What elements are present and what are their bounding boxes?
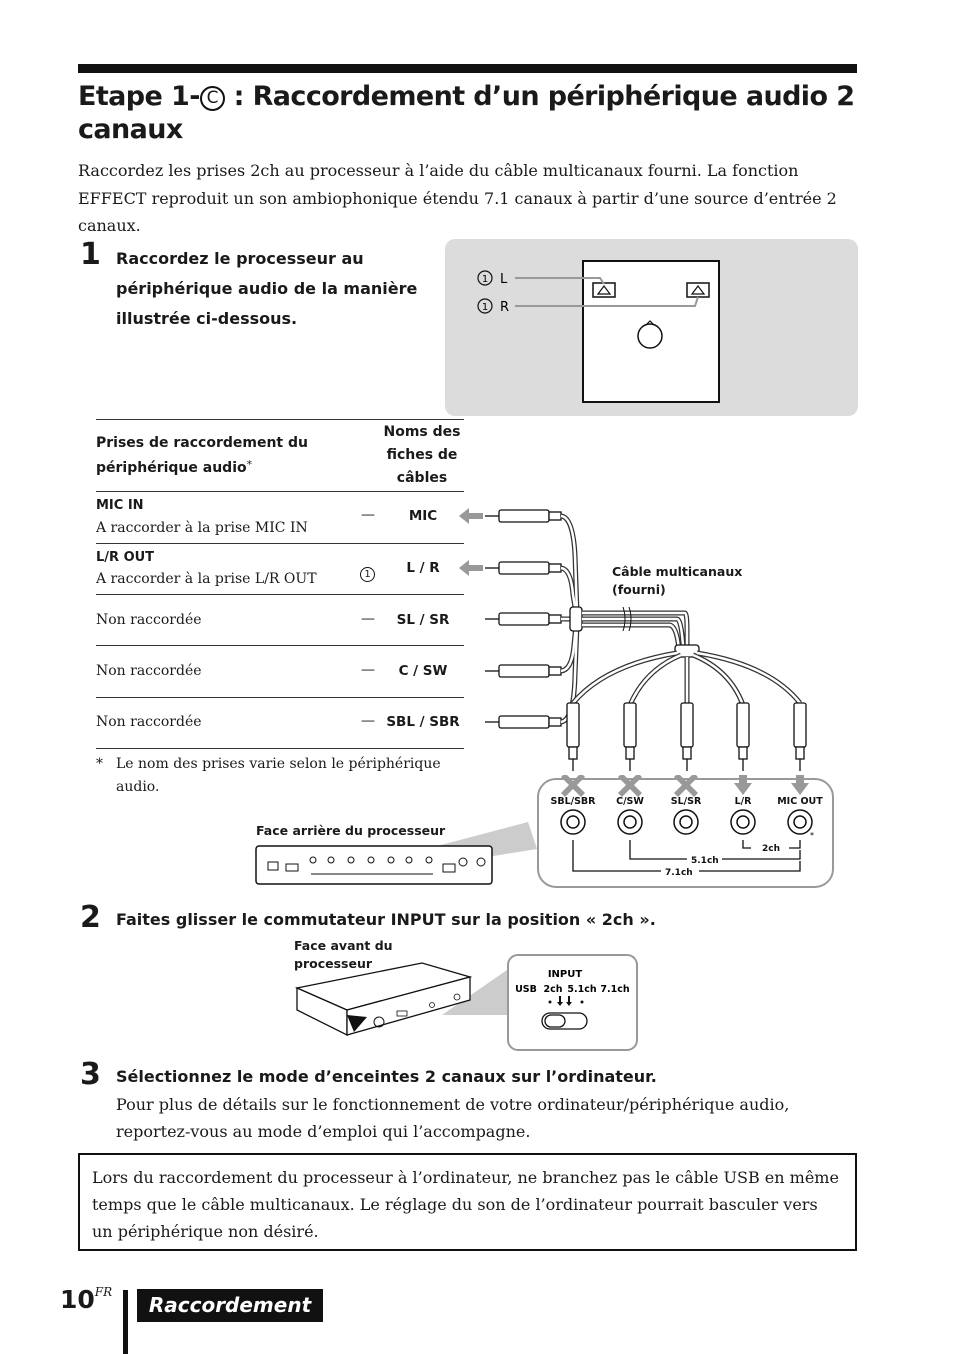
cable-diagram — [455, 495, 845, 795]
table-footnote: * Le nom des prises varie selon le périphérique audio. — [96, 756, 441, 795]
row-marker: 1 — [360, 562, 375, 582]
circled-letter: C — [200, 86, 225, 111]
row-desc: Non raccordée — [96, 612, 202, 628]
row-plug: MIC — [408, 508, 438, 524]
step-1-number: 1 — [80, 237, 101, 272]
step-2-number: 2 — [80, 900, 101, 935]
page-title: Etape 1- C : Raccordement d’un périphérique audio 2 canaux — [78, 81, 855, 145]
note-box: Lors du raccordement du processeur à l’ordinateur, ne branchez pas le câble USB en même temps que le câble multicanaux. Le réglage du son de l’ordinateur pourrait basculer vers un périphérique non désiré. — [78, 1153, 857, 1251]
processor-rear-illustration — [253, 822, 543, 887]
step-3-body: Pour plus de détails sur le fonctionnement de votre ordinateur/périphérique audio, reportez-vous au mode d’emploi qui l’accompagne. — [116, 1095, 790, 1141]
row-marker: — — [361, 611, 375, 627]
row-desc: A raccorder à la prise L/R OUT — [96, 571, 317, 587]
jack-label: SL/SR — [670, 796, 702, 807]
row-marker: — — [361, 662, 375, 678]
row-plug: SL / SR — [396, 612, 450, 628]
row-name: L/R OUT — [96, 550, 155, 565]
front-label: Face avant du processeur — [294, 938, 393, 971]
jack-label: MIC OUT — [777, 796, 823, 807]
svg-text:5.1ch: 5.1ch — [691, 856, 719, 866]
row-desc: A raccorder à la prise MIC IN — [96, 520, 308, 536]
jack-label: SBL/SBR — [550, 796, 596, 807]
svg-text:*: * — [810, 831, 814, 840]
input-switch-detail — [507, 954, 638, 1051]
row-plug: L / R — [406, 560, 440, 576]
speaker-layout-diagram — [445, 239, 858, 416]
row-name: MIC IN — [96, 498, 144, 513]
switch-position-51ch: 5.1ch — [567, 984, 597, 995]
input-switch-knob — [545, 1015, 565, 1027]
table-header-rule — [96, 491, 464, 492]
table-header-right: Noms des fiches de câbles — [383, 424, 461, 486]
step-2-text: Faites glisser le commutateur INPUT sur la position « 2ch ». — [116, 910, 656, 929]
footer-divider — [123, 1290, 128, 1354]
jack-panel — [537, 775, 835, 889]
step-1-text: Raccordez le processeur au périphérique audio de la manière illustrée ci-dessous. — [116, 249, 418, 328]
svg-text:7.1ch: 7.1ch — [665, 868, 693, 878]
speaker-r-label: R — [500, 300, 510, 315]
step-3-number: 3 — [80, 1057, 101, 1092]
svg-text:2ch: 2ch — [762, 844, 781, 854]
table-top-rule — [96, 419, 464, 420]
jack-label: L/R — [734, 796, 752, 807]
speaker-l-label: L — [500, 272, 508, 287]
row-plug: SBL / SBR — [386, 714, 460, 730]
processor-front-illustration — [292, 955, 512, 1045]
section-tab: Raccordement — [137, 1289, 323, 1322]
cable-label: Câble multicanaux (fourni) — [612, 564, 743, 597]
svg-text:1: 1 — [481, 302, 489, 313]
jack-label: C/SW — [616, 796, 644, 807]
plug-mic — [485, 510, 561, 522]
row-desc: Non raccordée — [96, 714, 202, 730]
page-number: $10^{FR}$ — [60, 1285, 113, 1314]
row-marker: — — [361, 713, 375, 729]
intro-paragraph: Raccordez les prises 2ch au processeur à l’aide du câble multicanaux fourni. La fonction EFFECT reproduit un son ambiophonique étendu 7.1 canaux à partir d’une source d’entrée 2 canaux. — [78, 161, 837, 235]
switch-position-2ch: 2ch — [543, 984, 563, 995]
switch-position-usb: USB — [515, 984, 537, 995]
switch-position-71ch: 7.1ch — [600, 984, 630, 995]
svg-text:1: 1 — [481, 274, 489, 285]
input-switch-title: INPUT — [547, 969, 583, 980]
row-plug: C / SW — [398, 663, 448, 679]
row-desc: Non raccordée — [96, 663, 202, 679]
step-3-heading: Sélectionnez le mode d’enceintes 2 canaux sur l’ordinateur. — [116, 1067, 657, 1086]
top-rule — [78, 64, 857, 73]
rear-label: Face arrière du processeur — [256, 823, 446, 838]
row-marker: — — [361, 507, 375, 523]
table-header-left: Prises de raccordement du périphérique audio* — [96, 435, 308, 476]
